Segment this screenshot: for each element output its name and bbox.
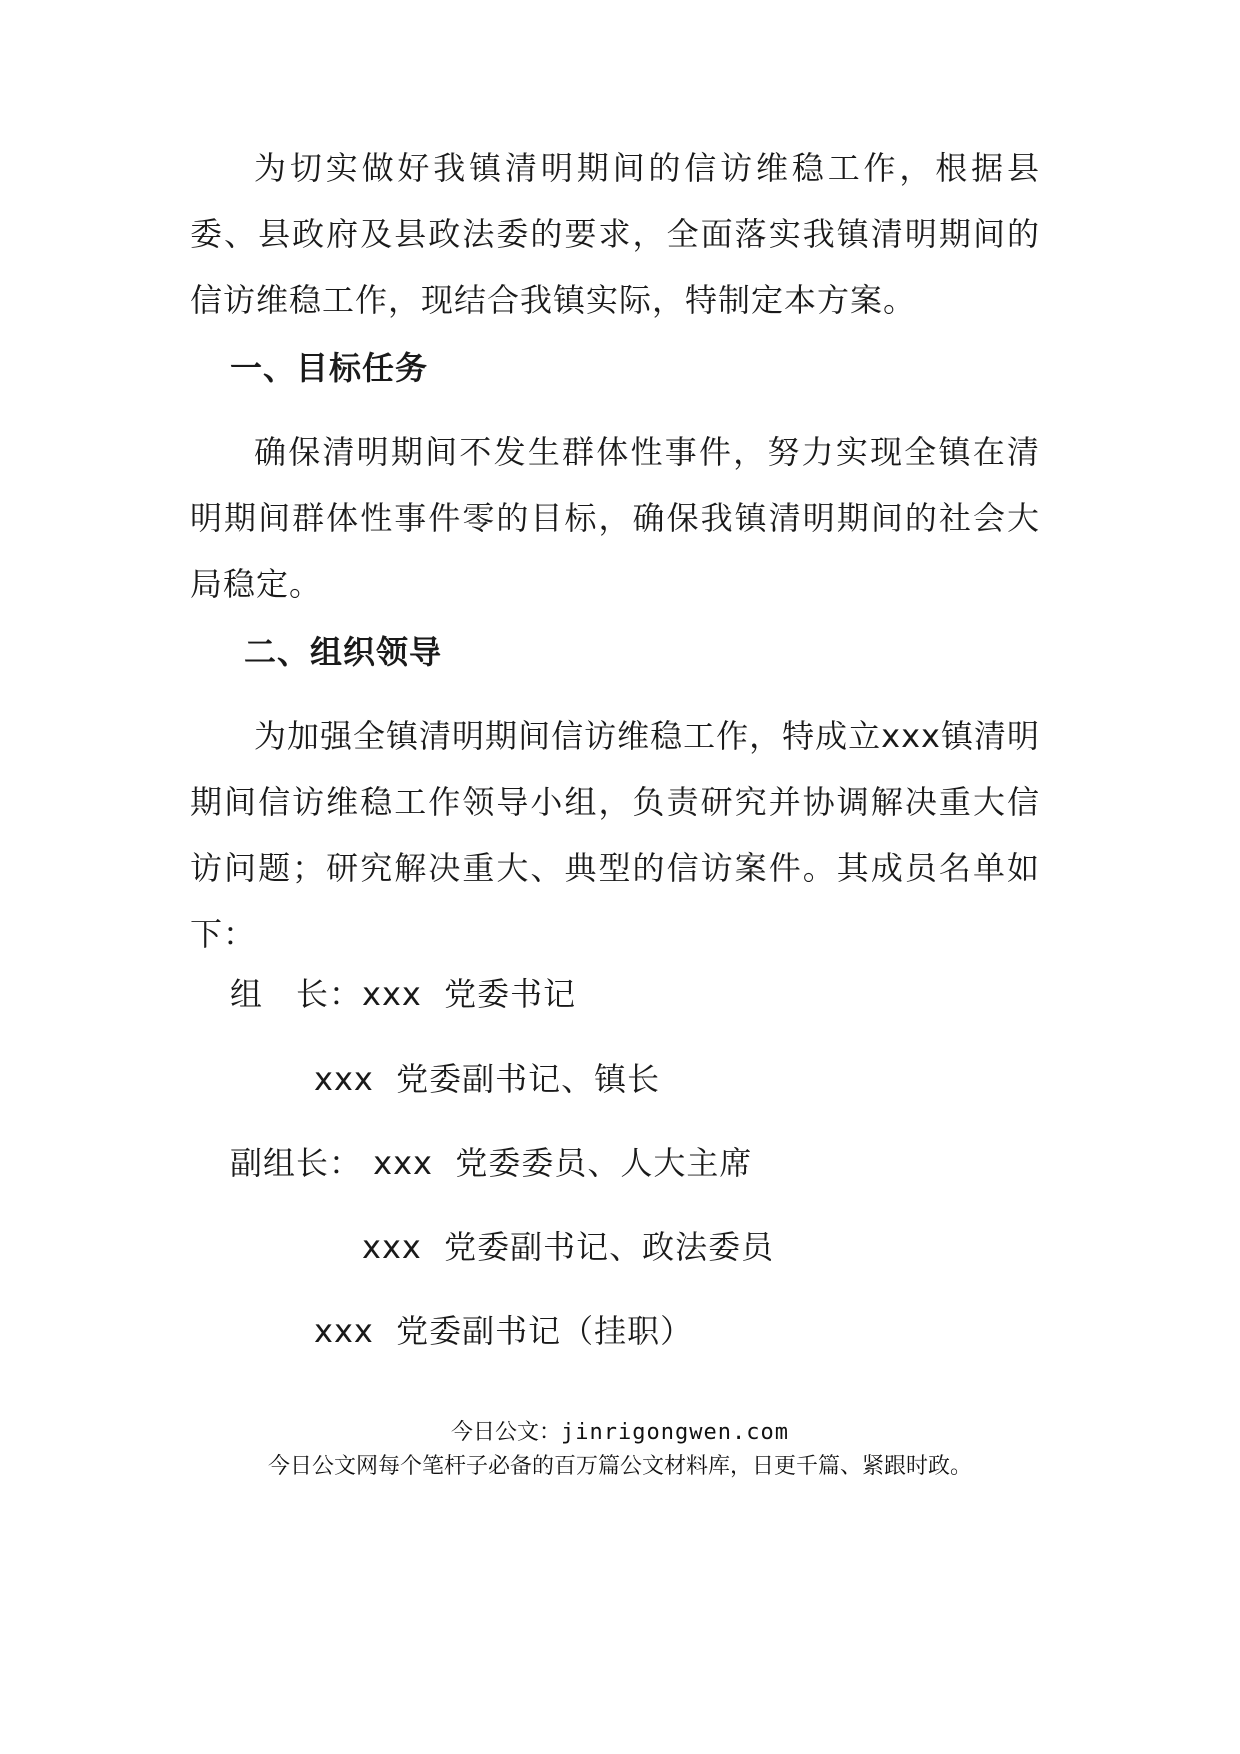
member-line-2: xxx 党委副书记、镇长: [314, 1060, 661, 1098]
member-leader-line: 组 长：xxx 党委书记: [230, 975, 577, 1013]
footer-label: 今日公文：: [451, 1420, 562, 1445]
section-2-paragraph: 为加强全镇清明期间信访维稳工作，特成立xxx镇清明期间信访维稳工作领导小组，负责研究并协调解决重大信访问题；研究解决重大、典型的信访案件。其成员名单如下：: [190, 717, 1040, 953]
footer-tagline: 今日公文网每个笔杆子必备的百万篇公文材料库，日更千篇、紧跟时政。: [267, 1454, 972, 1479]
intro-paragraph: 为切实做好我镇清明期间的信访维稳工作，根据县委、县政府及县政法委的要求，全面落实我镇清明期间的信访维稳工作，现结合我镇实际，特制定本方案。: [190, 149, 1040, 319]
section-2-heading: 二、组织领导: [244, 633, 443, 671]
member-line-5: xxx 党委副书记（挂职）: [314, 1312, 694, 1350]
member-deputy-line: 副组长： xxx 党委委员、人大主席: [230, 1144, 753, 1182]
section-1-heading: 一、目标任务: [230, 349, 429, 387]
section-1-paragraph: 确保清明期间不发生群体性事件，努力实现全镇在清明期间群体性事件零的目标，确保我镇清明期间的社会大局稳定。: [190, 433, 1040, 603]
footer-source: [0, 1418, 1240, 1448]
footer-url-link[interactable]: jinrigongwen.com: [561, 1420, 789, 1445]
member-line-4: xxx 党委副书记、政法委员: [362, 1228, 775, 1266]
